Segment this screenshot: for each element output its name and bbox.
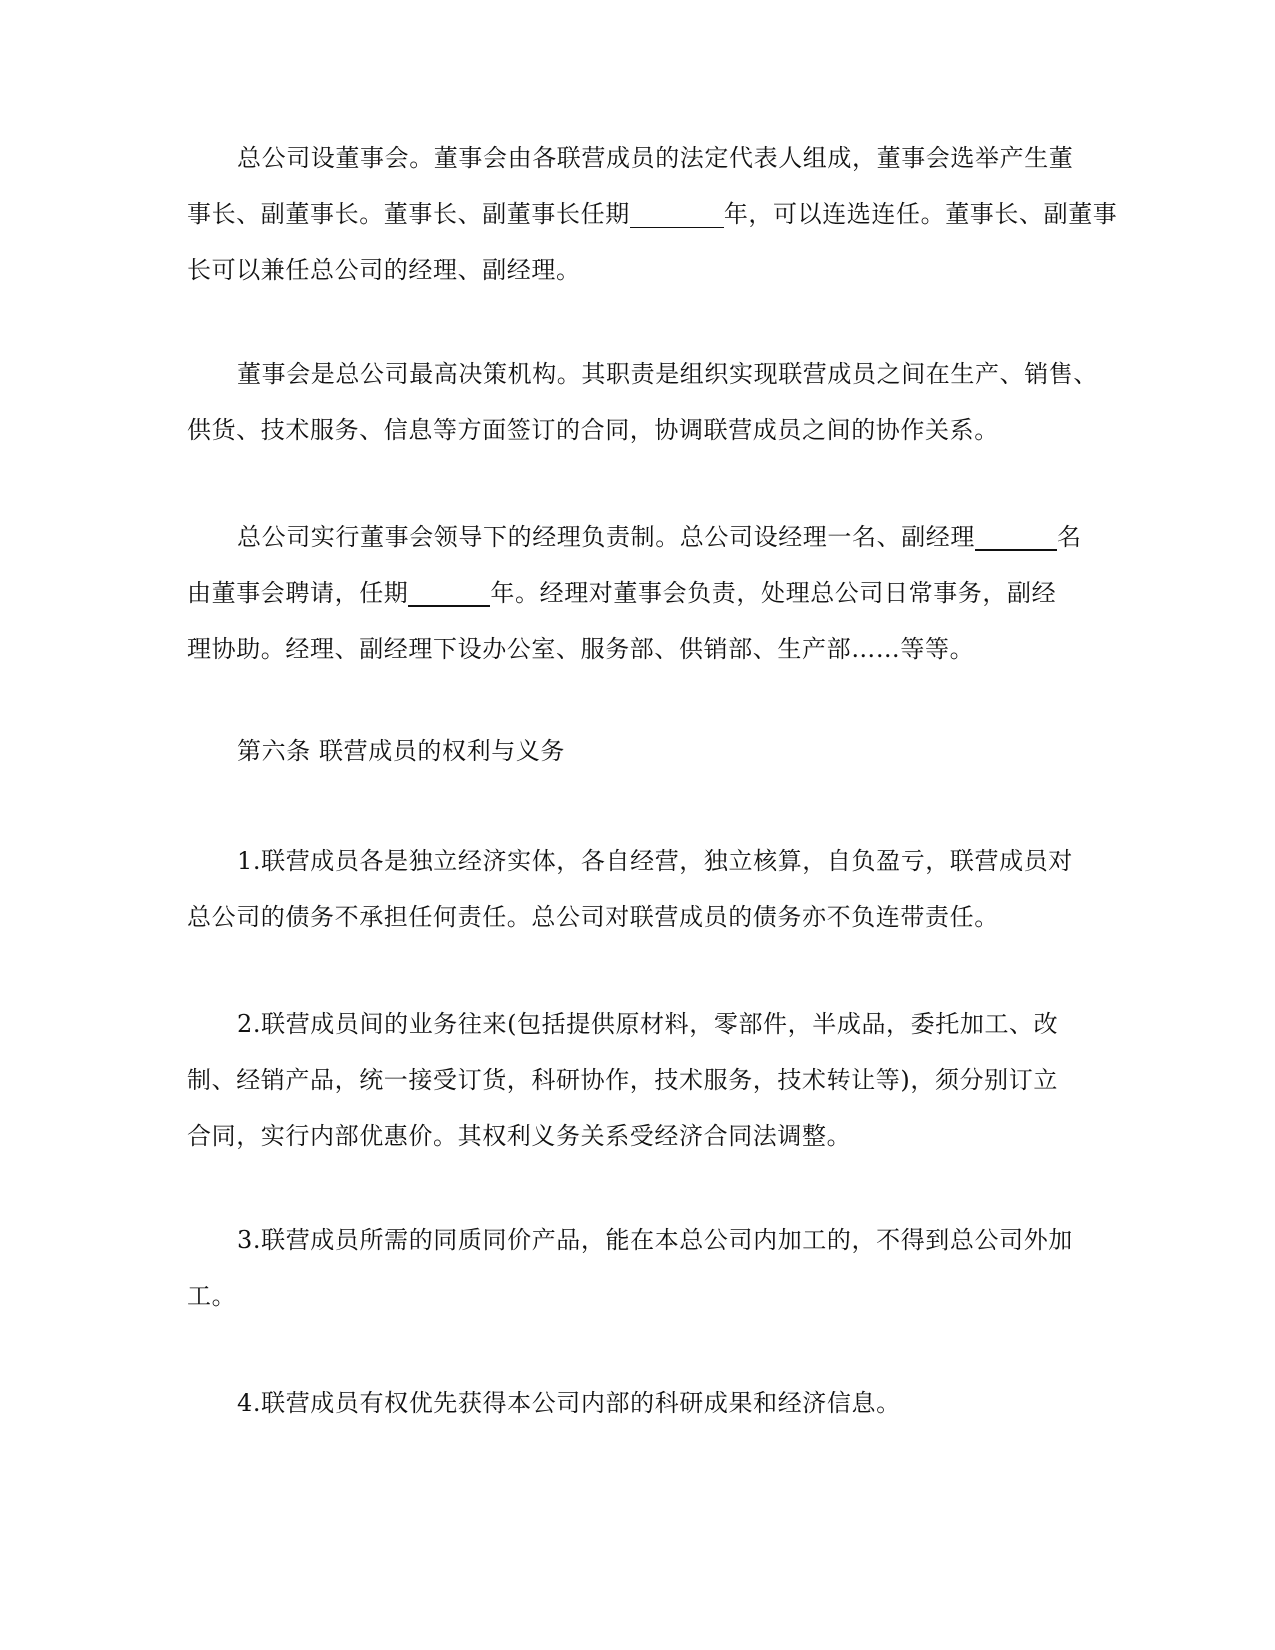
term-years-blank	[630, 197, 724, 228]
paragraph-line	[187, 1052, 1077, 1108]
article-six-item-2	[187, 996, 1077, 1164]
paragraph-text: 董事会是总公司最高决策机构。其职责是组织实现联营成员之间在生产、销售、	[237, 360, 1098, 388]
paragraph-text: 总公司实行董事会领导下的经理负责制。总公司设经理一名、副经理	[237, 523, 975, 551]
article-six-item-1	[187, 833, 1077, 945]
paragraph-line	[187, 833, 1077, 889]
paragraph-text: 工。	[187, 1282, 237, 1310]
paragraph-text: 2.联营成员间的业务往来(包括提供原材料，零部件，半成品，委托加工、改	[237, 1010, 1059, 1038]
manager-term-blank	[408, 575, 490, 607]
paragraph-text: 总公司设董事会。董事会由各联营成员的法定代表人组成，董事会选举产生董	[237, 144, 1074, 172]
paragraph-text: 制、经销产品，统一接受订货，科研协作，技术服务，技术转让等)，须分别订立	[187, 1066, 1058, 1094]
paragraph-text: 事长、副董事长。董事长、副董事长任期	[187, 200, 630, 228]
paragraph-text: 长可以兼任总公司的经理、副经理。	[187, 256, 581, 284]
paragraph-text: 年，可以连选连任。董事长、副董事	[723, 200, 1118, 228]
article-six-item-3	[187, 1212, 1077, 1324]
paragraph-line	[187, 402, 1077, 458]
paragraph-text: 总公司的债务不承担任何责任。总公司对联营成员的债务亦不负连带责任。	[187, 903, 999, 931]
paragraph-line	[187, 1212, 1077, 1268]
paragraph-line	[187, 242, 1077, 298]
paragraph-line	[187, 1268, 1077, 1324]
paragraph-text: 名	[1057, 523, 1082, 551]
paragraph-board-duties	[187, 346, 1098, 458]
paragraph-line	[187, 996, 1077, 1052]
paragraph-text: 1.联营成员各是独立经济实体，各自经营，独立核算，自负盈亏，联营成员对	[237, 847, 1073, 875]
paragraph-text: 4.联营成员有权优先获得本公司内部的科研成果和经济信息。	[237, 1389, 901, 1417]
paragraph-line	[187, 889, 1077, 945]
paragraph-line	[187, 565, 1077, 621]
paragraph-line	[187, 1375, 1077, 1431]
paragraph-board-of-directors	[187, 130, 1118, 298]
paragraph-line	[187, 509, 1082, 565]
paragraph-text: 3.联营成员所需的同质同价产品，能在本总公司内加工的，不得到总公司外加	[237, 1226, 1073, 1254]
heading-text: 第六条 联营成员的权利与义务	[237, 737, 566, 765]
paragraph-text: 合同，实行内部优惠价。其权利义务关系受经济合同法调整。	[187, 1122, 852, 1150]
paragraph-text: 由董事会聘请，任期	[187, 579, 409, 607]
paragraph-line	[187, 186, 1118, 242]
paragraph-manager-system	[187, 509, 1082, 677]
deputy-manager-count-blank	[975, 519, 1057, 551]
paragraph-line	[187, 346, 1098, 402]
paragraph-line	[187, 621, 1077, 677]
paragraph-text: 供货、技术服务、信息等方面签订的合同，协调联营成员之间的协作关系。	[187, 416, 999, 444]
paragraph-line	[187, 130, 1077, 186]
heading-line	[187, 723, 1077, 779]
paragraph-text: 理协助。经理、副经理下设办公室、服务部、供销部、生产部……等等。	[187, 635, 975, 663]
article-six-item-4	[187, 1375, 1077, 1431]
paragraph-line	[187, 1108, 1077, 1164]
paragraph-text: 年。经理对董事会负责，处理总公司日常事务，副经	[490, 579, 1057, 607]
article-six-heading	[187, 723, 1077, 779]
